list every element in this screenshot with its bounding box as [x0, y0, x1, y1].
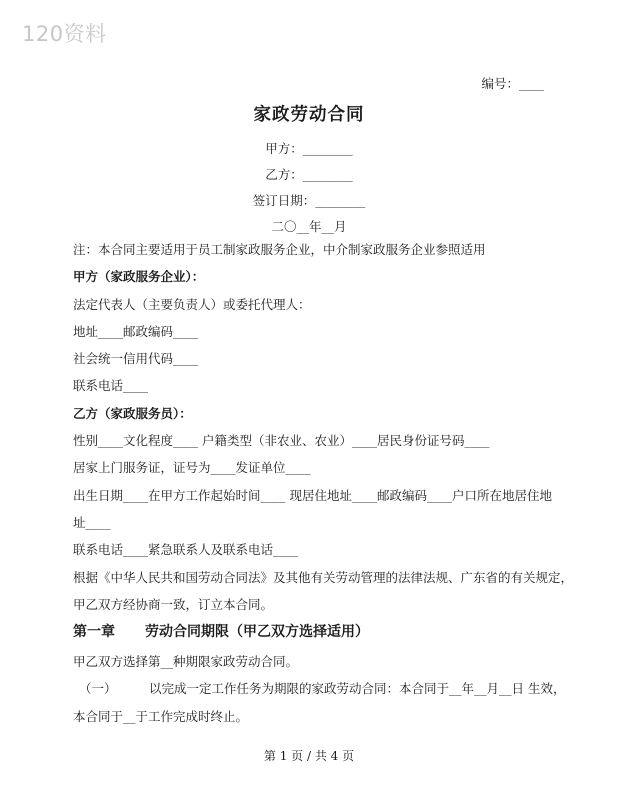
- credit-code-line: 社会统一信用代码____: [73, 351, 199, 367]
- party-a-field: 甲方：________: [265, 141, 353, 156]
- term-item-line-cont: 本合同于__于工作完成时终止。: [73, 708, 249, 724]
- cover-block: [0, 140, 618, 244]
- item-number: （一）: [79, 681, 117, 697]
- address-line: 地址____邮政编码____: [73, 323, 199, 339]
- contract-body: [73, 240, 574, 734]
- legal-rep-line: 法定代表人（主要负责人）或委托代理人：: [73, 296, 311, 312]
- party-b-field: 乙方：________: [265, 167, 353, 182]
- legal-basis-line-cont: 甲乙双方经协商一致，订立本合同。: [73, 596, 274, 612]
- party-a-heading: 甲方（家政服务企业）：: [73, 269, 205, 285]
- phone-line: 联系电话____: [73, 378, 149, 394]
- sign-date-field: 签订日期：________: [252, 193, 366, 208]
- page-footer: 第 1 页 / 共 4 页: [263, 749, 355, 763]
- chapter-number: 第一章: [73, 624, 115, 641]
- party-b-heading: 乙方（家政服务员）：: [73, 405, 192, 421]
- term-choice-line: 甲乙双方选择第__种期限家政劳动合同。: [73, 654, 299, 670]
- legal-basis-line: 根据《中华人民共和国劳动合同法》及其他有关劳动管理的法律法规、广东省的有关规定，: [73, 569, 574, 585]
- term-item-line: [73, 679, 566, 706]
- year-month-field: 二〇__年__月: [271, 219, 347, 234]
- birth-address-line: 出生日期____在甲方工作起始时间____ 现居住地址____邮政编码____户口所在地居住地: [73, 487, 552, 503]
- document-title: 家政劳动合同: [253, 105, 365, 125]
- contact-line: 联系电话____紧急联系人及联系电话____: [73, 542, 299, 558]
- chapter-title: 劳动合同期限（甲乙双方选择适用）: [145, 624, 369, 641]
- note-text: 注：本合同主要适用于员工制家政服务企业，中介制家政服务企业参照适用: [73, 242, 486, 257]
- service-cert-line: 居家上门服务证，证号为____发证单位____: [73, 460, 311, 476]
- watermark-logo: 120资料: [22, 22, 107, 46]
- serial-number: 编号：____: [481, 76, 544, 91]
- item-text: 以完成一定工作任务为期限的家政劳动合同：本合同于__年__月__日 生效，: [149, 681, 566, 697]
- personal-info-line: 性别____文化程度____ 户籍类型（非农业、农业）____居民身份证号码____: [73, 433, 490, 449]
- chapter-heading: [73, 622, 553, 652]
- birth-address-line-cont: 址____: [73, 514, 111, 530]
